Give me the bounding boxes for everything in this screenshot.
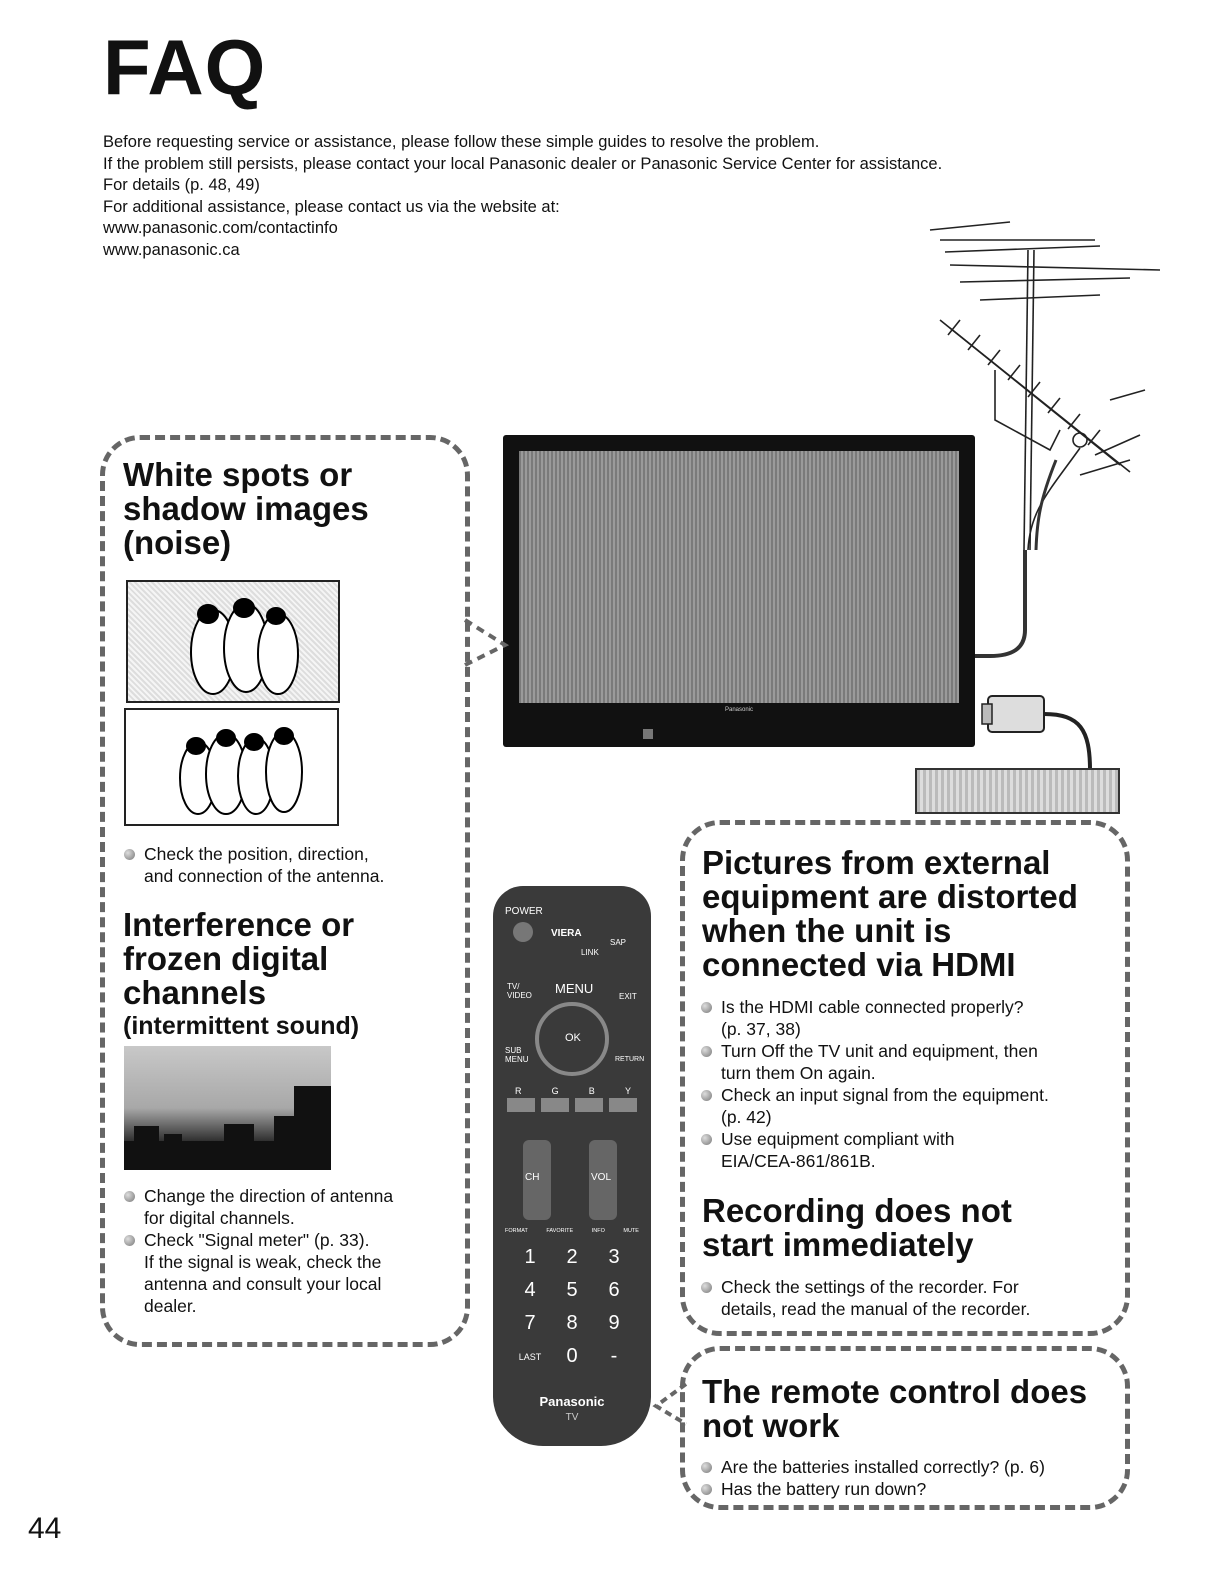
tv-screen [519,451,959,703]
bullet-item-continued: turn them On again. [721,1063,876,1083]
bullet-item-continued: (p. 42) [721,1107,772,1127]
remote-color-buttons [507,1098,637,1112]
bullet-item-continued: details, read the manual of the recorder. [721,1299,1031,1319]
bullet-item-continued: EIA/CEA-861/861B. [721,1151,876,1171]
remote-model-label: TV [565,1412,579,1423]
remote-brand-label: Panasonic [539,1394,605,1409]
remote-key: 4 [524,1279,536,1301]
penguins-clear-image [124,708,339,826]
remote-exit-label: EXIT [619,992,637,1001]
hdmi-bullets [699,996,1109,1172]
remote-key: 5 [566,1279,578,1301]
remote-key: 8 [566,1312,578,1334]
bullet-item: Check the settings of the recorder. For [699,1276,1109,1298]
remote-ch-label: CH [525,1172,540,1183]
bullet-item: Check "Signal meter" (p. 33). [122,1229,452,1251]
bullet-item: Turn Off the TV unit and equipment, then [699,1040,1109,1062]
remote-return-label: RETURN [615,1056,645,1063]
heading-line: The remote control does [702,1373,1088,1410]
noise-heading [123,458,369,560]
noise-bullets [122,843,442,887]
remote-key: 2 [566,1246,578,1268]
intro-line: For details (p. 48, 49) [103,176,260,194]
heading-line: connected via HDMI [702,946,1016,983]
remote-heading [702,1375,1087,1443]
heading-line: White spots or [123,456,353,493]
heading-line: Pictures from external [702,844,1051,881]
remote-mute-label: MUTE [623,1228,639,1234]
heading-line: shadow images [123,490,369,527]
remote-key: 6 [608,1279,620,1301]
remote-link-label: LINK [581,948,599,957]
remote-sap-label: SAP [610,938,627,947]
recording-bullets [699,1276,1109,1320]
penguins-noisy-image [126,580,340,703]
city-noisy-image [124,1046,331,1170]
remote-vol-label: VOL [591,1172,612,1183]
bullet-item-continued: and connection of the antenna. [144,866,385,886]
remote-control-illustration [493,886,651,1446]
interference-subheading: (intermittent sound) [123,1012,360,1040]
remote-color-b: B [588,1086,595,1096]
box-pointer [460,610,520,670]
heading-line: start immediately [702,1226,974,1263]
remote-submenu-label: SUB MENU [505,1046,529,1064]
bullet-item-continued: (p. 37, 38) [721,1019,801,1039]
page-number: 44 [28,1512,62,1545]
remote-format-label: FORMAT [505,1228,528,1234]
bullet-item: Is the HDMI cable connected properly? [699,996,1109,1018]
tv-brand-logo: Panasonic [724,707,754,713]
remote-key: 7 [524,1312,536,1334]
remote-bullets [699,1456,1109,1500]
remote-color-y: Y [624,1086,631,1096]
bullet-item-continued: dealer. [144,1296,197,1316]
remote-number-pad [509,1246,635,1369]
bullet-item: Has the battery run down? [699,1478,1109,1500]
remote-key: - [610,1345,618,1367]
interference-bullets [122,1185,452,1317]
remote-key: 3 [608,1246,620,1268]
heading-line: Recording does not [702,1192,1012,1229]
remote-tvvideo-label: TV/ VIDEO [507,982,532,1000]
remote-power-label: POWER [505,906,543,917]
bullet-item: Use equipment compliant with [699,1128,1109,1150]
bullet-item: Check an input signal from the equipment. [699,1084,1109,1106]
intro-line: For additional assistance, please contact us via the website at: [103,197,560,216]
remote-ok-label: OK [565,1032,581,1044]
website-link-ca: www.panasonic.ca [103,240,240,259]
remote-info-label: INFO [591,1228,605,1234]
remote-color-labels [515,1086,631,1096]
remote-color-r: R [515,1086,522,1096]
remote-favorite-label: FAVORITE [546,1228,574,1234]
recording-heading [702,1194,1012,1262]
bullet-item-continued: antenna and consult your local [144,1274,382,1294]
remote-key: LAST [518,1352,542,1362]
tv-illustration [503,435,975,747]
remote-menu-label: MENU [555,981,594,996]
remote-function-labels [505,1228,639,1234]
intro-line: If the problem still persists, please contact your local Panasonic dealer or Panasonic Service Center for assistance. [103,154,943,173]
heading-line: Interference or [123,906,355,943]
remote-color-g: G [551,1086,559,1096]
bullet-item: Check the position, direction, [122,843,442,865]
recorder-illustration [915,768,1120,814]
heading-line: channels [123,974,267,1011]
website-link-contactinfo[interactable]: www.panasonic.com/contactinfo [103,219,338,237]
heading-line: frozen digital [123,940,329,977]
remote-key: 0 [566,1345,578,1367]
box-pointer [650,1380,690,1430]
heading-line: not work [702,1407,840,1444]
tv-power-led [643,729,653,739]
remote-key: 9 [608,1312,620,1334]
heading-line: equipment are distorted [702,878,1078,915]
bullet-item: Change the direction of antenna [122,1185,452,1207]
remote-key: 1 [524,1246,536,1268]
intro-line: Before requesting service or assistance, please follow these simple guides to resolve the problem. [103,133,820,151]
bullet-item: Are the batteries installed correctly? (p. 6) [699,1456,1109,1478]
heading-line: (noise) [123,524,232,561]
remote-power-button [513,922,533,942]
page-title: FAQ [103,23,267,111]
bullet-item-continued: for digital channels. [144,1208,295,1228]
interference-heading [123,908,354,1010]
bullet-item-continued: If the signal is weak, check the [144,1252,382,1272]
hdmi-heading [702,846,1078,982]
remote-viera-label: VIERA [551,928,582,939]
heading-line: when the unit is [702,912,952,949]
